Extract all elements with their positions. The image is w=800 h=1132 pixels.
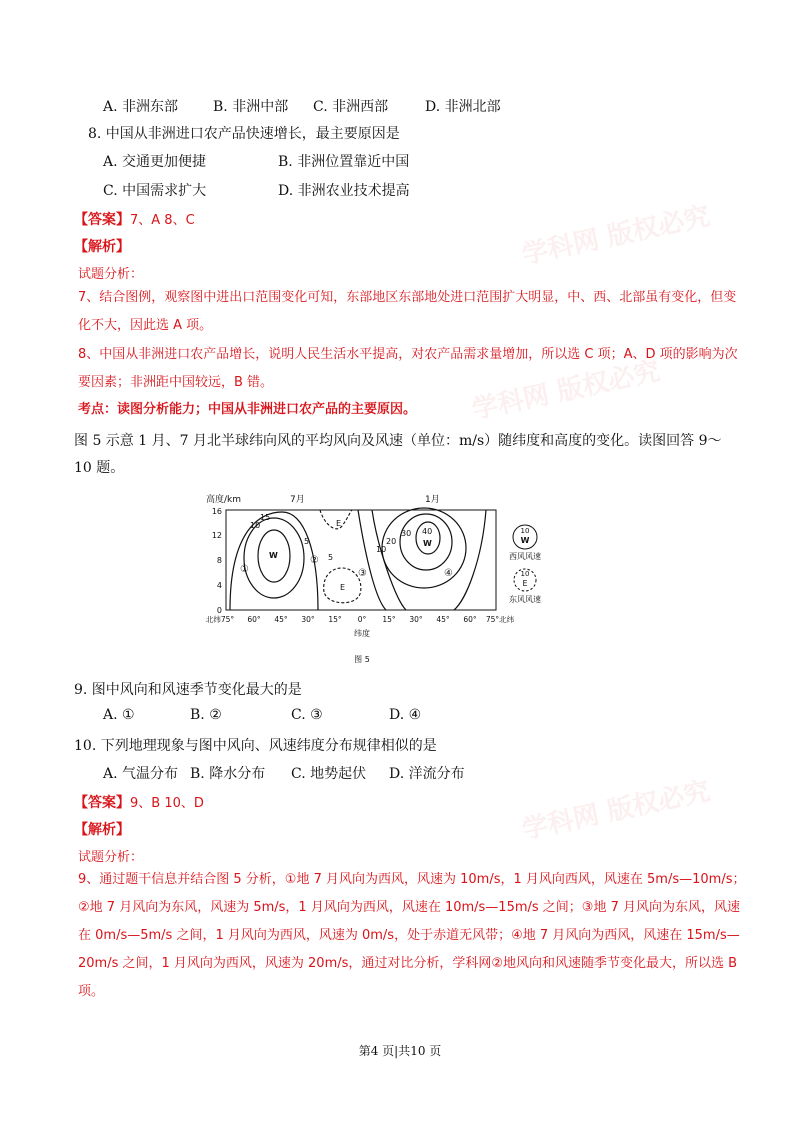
contour-label: 10 bbox=[250, 521, 261, 530]
analysis-tag: 【解析】 bbox=[74, 239, 130, 255]
option: B. 降水分布 bbox=[190, 766, 266, 782]
answer-tag: 【答案】 bbox=[74, 795, 130, 811]
figure-legend bbox=[509, 525, 541, 604]
contour-label: E bbox=[340, 583, 346, 592]
question-9-stem: 9. 图中风向和风速季节变化最大的是 bbox=[74, 682, 302, 698]
figure-xlabel: 纬度 bbox=[354, 629, 370, 638]
marker-1: ① bbox=[240, 564, 249, 575]
x-tick: 15° bbox=[382, 615, 396, 624]
option: B. 非洲位置靠近中国 bbox=[278, 154, 410, 170]
analysis-heading: 试题分析： bbox=[78, 267, 144, 282]
figure-caption: 图 5 bbox=[354, 655, 370, 664]
option: D. 非洲农业技术提高 bbox=[278, 183, 410, 199]
contour-label: W bbox=[269, 551, 278, 560]
marker-3: ③ bbox=[358, 568, 367, 579]
analysis-paragraph-7: 7、结合图例，观察图中进出口范围变化可知，东部地区东部地处进口范围扩大明显，中、西、北部虽有变化，但变化不大，因此选 A 项。 bbox=[78, 290, 737, 333]
label-july: 7月 bbox=[290, 495, 305, 505]
contour-label: 20 bbox=[386, 537, 397, 546]
question-8-stem: 8. 中国从非洲进口农产品快速增长，最主要原因是 bbox=[88, 126, 400, 142]
watermark: 学科网 版权必究 bbox=[469, 356, 663, 426]
legend-west-letter: W bbox=[520, 536, 530, 545]
x-tick: 60° bbox=[247, 615, 261, 624]
option: B. 非洲中部 bbox=[213, 99, 289, 115]
option: C. 中国需求扩大 bbox=[103, 183, 207, 199]
contour-label: 10 bbox=[376, 545, 387, 554]
x-tick: 北纬75° bbox=[205, 615, 235, 624]
kaodian: 考点：读图分析能力；中国从非洲进口农产品的主要原因。 bbox=[78, 402, 417, 417]
contour-label: 30 bbox=[401, 529, 412, 538]
y-tick: 0 bbox=[216, 606, 222, 615]
x-tick: 45° bbox=[436, 615, 450, 624]
wind-figure bbox=[200, 490, 560, 670]
answer-text: 7、A 8、C bbox=[130, 213, 195, 228]
page-footer: 第4 页|共10 页 bbox=[358, 1044, 442, 1058]
y-tick: 12 bbox=[211, 531, 222, 540]
answer-text: 9、B 10、D bbox=[130, 796, 204, 811]
watermark: 学科网 版权必究 bbox=[519, 201, 713, 271]
label-jan: 1月 bbox=[425, 495, 440, 505]
analysis-paragraph-8: 8、中国从非洲进口农产品增长，说明人民生活水平提高，对农产品需求量增加，所以选 C 项；A、D 项的影响为次要因素；非洲距中国较远，B 错。 bbox=[78, 347, 738, 390]
contour-label: E bbox=[336, 519, 342, 528]
option: A. 非洲东部 bbox=[103, 99, 179, 115]
legend-east-label: 东风风速 bbox=[509, 595, 541, 604]
legend-west-value: 10 bbox=[520, 527, 530, 535]
y-tick: 8 bbox=[216, 556, 222, 565]
x-tick: 0° bbox=[357, 615, 367, 624]
y-tick: 4 bbox=[216, 581, 222, 590]
figure-intro: 图 5 示意 1 月、7 月北半球纬向风的平均风向及风速（单位：m/s）随纬度和高度的变化。读图回答 9～10 题。 bbox=[74, 433, 722, 476]
legend-west-label: 西风风速 bbox=[509, 552, 541, 561]
question-10-stem: 10. 下列地理现象与图中风向、风速纬度分布规律相似的是 bbox=[74, 738, 437, 754]
analysis-paragraph-9: 9、通过题干信息并结合图 5 分析，①地 7 月风向为西风，风速为 10m/s，1 月风向西风，风速在 5m/s—10m/s；②地 7 月风向为东风，风速为 5m/s，1 月风向为西风，风速在 10m/s—15m/s 之间；③地 7 月风向为东风，风速在 0m/s—5m/s 之间，1 月风向为西风，风速为 0m/s，处于赤道无风带；④地 7 月风向为西风，风速在 15m/s—20m/s 之间，1 月风向为西风，风速为 20m/s，通过对比分析，学科网②地风向和风速随季节变化最大，所以选 B 项。 bbox=[78, 872, 746, 999]
contour-label: 5 bbox=[304, 537, 310, 546]
contour-label: 15 bbox=[260, 513, 271, 522]
analysis-heading: 试题分析： bbox=[78, 850, 144, 865]
y-tick: 16 bbox=[211, 507, 222, 516]
option: B. ② bbox=[190, 707, 222, 723]
x-tick: 75°北纬 bbox=[485, 615, 515, 624]
marker-2: ② bbox=[310, 555, 319, 566]
option: A. 交通更加便捷 bbox=[103, 154, 207, 170]
legend-east-value: 10 bbox=[520, 570, 530, 578]
x-tick: 30° bbox=[409, 615, 423, 624]
answer-block bbox=[74, 209, 195, 229]
option: A. ① bbox=[103, 707, 135, 723]
x-tick: 30° bbox=[301, 615, 315, 624]
legend-east-letter: E bbox=[522, 579, 528, 588]
contour-label: 40 bbox=[422, 527, 433, 536]
option: C. 非洲西部 bbox=[313, 99, 389, 115]
x-tick: 60° bbox=[463, 615, 477, 624]
option: D. 洋流分布 bbox=[389, 766, 465, 782]
contour-label: W bbox=[423, 539, 432, 548]
x-tick: 45° bbox=[274, 615, 288, 624]
option: A. 气温分布 bbox=[103, 766, 179, 782]
option: C. ③ bbox=[291, 707, 323, 723]
option: D. 非洲北部 bbox=[425, 99, 501, 115]
answer-tag: 【答案】 bbox=[74, 212, 130, 228]
contour-label: 5 bbox=[328, 553, 334, 562]
figure-ylabel: 高度/km bbox=[206, 495, 242, 505]
answer-block bbox=[74, 792, 204, 812]
watermark: 学科网 版权必究 bbox=[519, 776, 713, 846]
option: C. 地势起伏 bbox=[291, 766, 367, 782]
x-tick: 15° bbox=[328, 615, 342, 624]
marker-4: ④ bbox=[444, 568, 453, 579]
analysis-tag: 【解析】 bbox=[74, 822, 130, 838]
option: D. ④ bbox=[389, 707, 422, 723]
